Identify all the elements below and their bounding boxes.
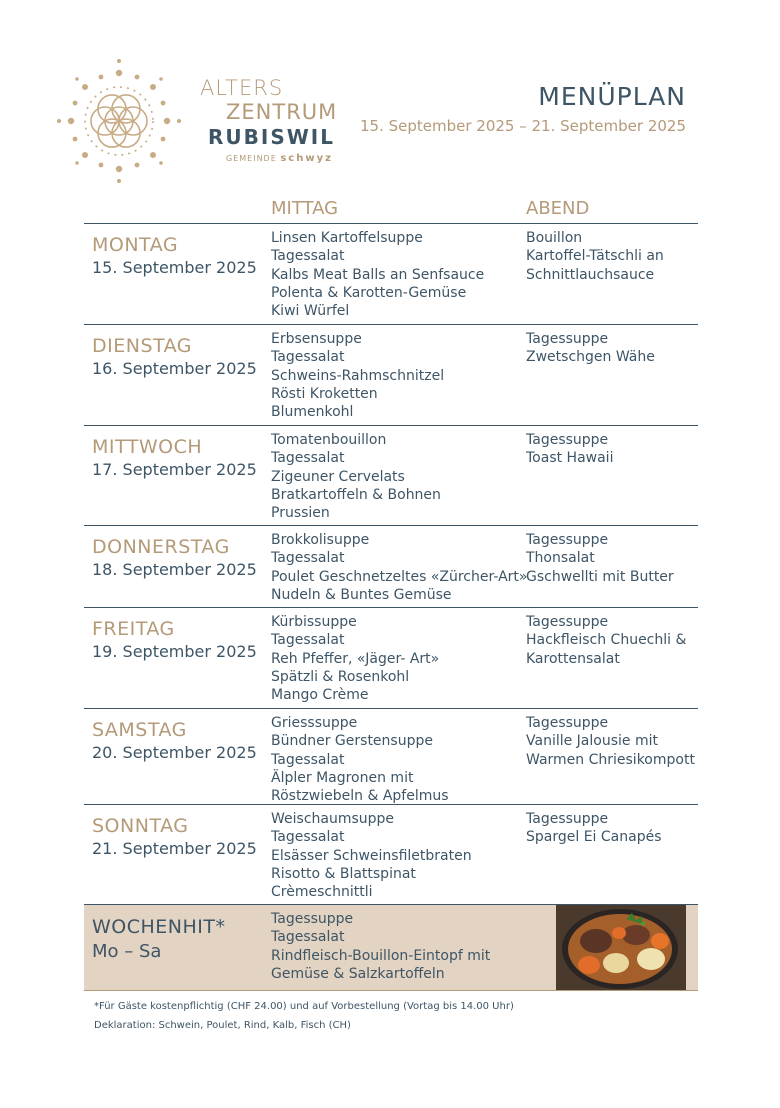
day-row-donnerstag — [84, 526, 698, 608]
day-row-dienstag — [84, 325, 698, 426]
abend-menu — [526, 810, 662, 847]
brand-subline-a: GEMEINDE — [226, 154, 277, 163]
brand-line-2: ZENTRUM — [226, 100, 338, 124]
menu-item: Tagessalat — [271, 829, 345, 846]
menu-item: Spätzli & Rosenkohl — [271, 668, 410, 685]
menu-item: Rösti Kroketten — [271, 385, 378, 402]
column-header-mittag: MITTAG — [271, 198, 339, 219]
menu-item: Zwetschgen Wähe — [526, 349, 655, 366]
mittag-menu — [271, 531, 527, 604]
brand-line-1: ALTERS — [200, 76, 284, 100]
menu-item: Tagessalat — [271, 632, 345, 649]
menu-item: Schnittlauchsauce — [526, 266, 655, 283]
menu-item: Tagessuppe — [526, 532, 609, 548]
menu-item: Blumenkohl — [271, 404, 354, 421]
menu-item: Karottensalat — [526, 650, 620, 667]
footer-declaration: Deklaration: Schwein, Poulet, Rind, Kalb, Fisch (CH) — [94, 1020, 351, 1031]
day-row-freitag — [84, 608, 698, 709]
menu-item: Bratkartoffeln & Bohnen — [271, 486, 441, 503]
day-date: 15. September 2025 — [92, 258, 257, 277]
day-name: FREITAG — [92, 618, 175, 640]
mittag-menu — [271, 810, 472, 901]
day-date: 17. September 2025 — [92, 460, 257, 479]
menu-item: Brokkolisuppe — [271, 532, 370, 548]
menu-item: Tagessuppe — [526, 331, 609, 347]
menu-item: Tagessalat — [271, 349, 345, 366]
menu-item: Hackfleisch Chuechli & — [526, 632, 687, 649]
brand-line-3: RUBISWIL — [208, 125, 335, 149]
day-date: 21. September 2025 — [92, 839, 257, 858]
menu-item: Bouillon — [526, 230, 583, 246]
menu-item: Weischaumsuppe — [271, 811, 395, 827]
menu-item: Tagessuppe — [271, 911, 354, 927]
day-date: 19. September 2025 — [92, 642, 257, 661]
day-name: DIENSTAG — [92, 335, 193, 357]
day-name: MITTWOCH — [92, 436, 203, 458]
menu-item: Poulet Geschnetzeltes «Zürcher-Art» — [271, 568, 528, 585]
abend-menu — [526, 531, 674, 586]
day-name: SAMSTAG — [92, 719, 187, 741]
menu-item: Kalbs Meat Balls an Senfsauce — [271, 266, 485, 283]
day-name: MONTAG — [92, 234, 179, 256]
mittag-menu — [271, 330, 444, 421]
day-date: 18. September 2025 — [92, 560, 257, 579]
menu-item: Nudeln & Buntes Gemüse — [271, 586, 452, 603]
menu-item: Crèmeschnittli — [271, 884, 373, 901]
mittag-menu — [271, 431, 441, 522]
menu-item: Griesssuppe — [271, 715, 358, 731]
brand-subline-b: schwyz — [280, 153, 333, 164]
day-date: 16. September 2025 — [92, 359, 257, 378]
abend-menu — [526, 714, 695, 769]
menu-item: Röstzwiebeln & Apfelmus — [271, 788, 449, 805]
menu-header — [360, 82, 686, 135]
mittag-menu — [271, 613, 439, 704]
abend-menu — [526, 613, 686, 668]
menu-item: Tagessalat — [271, 751, 345, 768]
abend-menu — [526, 229, 664, 284]
menu-item: Tagessalat — [271, 450, 345, 467]
menu-item: Warmen Chriesikompott — [526, 751, 695, 768]
menu-item: Tagessalat — [271, 248, 345, 265]
menu-item: Linsen Kartoffelsuppe — [271, 230, 423, 246]
menu-item: Spargel Ei Canapés — [526, 829, 662, 846]
menu-item: Kartoffel-Tätschli an — [526, 248, 664, 265]
menu-item: Tagessuppe — [526, 432, 609, 448]
menu-item: Reh Pfeffer, «Jäger- Art» — [271, 650, 440, 667]
wochenhit-row — [84, 905, 698, 991]
menu-item: Vanille Jalousie mit — [526, 733, 658, 750]
menu-item: Tomatenbouillon — [271, 432, 387, 448]
menu-item: Thonsalat — [526, 550, 595, 567]
stew-photo — [556, 905, 686, 990]
date-range: 15. September 2025 – 21. September 2025 — [360, 117, 686, 135]
day-row-sonntag — [84, 805, 698, 905]
wochenhit-menu — [271, 910, 490, 983]
menu-item: Erbsensuppe — [271, 331, 362, 347]
page-title: MENÜPLAN — [538, 82, 686, 111]
menu-item: Tagessalat — [271, 550, 345, 567]
menu-item: Schweins-Rahmschnitzel — [271, 367, 445, 384]
day-row-mittwoch — [84, 426, 698, 526]
menu-item: Gemüse & Salzkartoffeln — [271, 965, 445, 982]
brand-subline — [226, 153, 337, 164]
day-date: 20. September 2025 — [92, 743, 257, 762]
menu-item: Tagessuppe — [526, 811, 609, 827]
day-row-samstag — [84, 709, 698, 805]
menu-item: Kürbissuppe — [271, 614, 357, 630]
brand-name — [200, 76, 337, 164]
menu-item: Prussien — [271, 505, 330, 522]
menu-item: Mango Crème — [271, 687, 369, 704]
menu-item: Älpler Magronen mit — [271, 769, 414, 786]
menu-item: Gschwellti mit Butter — [526, 568, 674, 585]
day-name: DONNERSTAG — [92, 536, 230, 558]
abend-menu — [526, 330, 655, 367]
menu-item: Elsässer Schweinsfiletbraten — [271, 847, 472, 864]
mittag-menu — [271, 229, 484, 320]
mittag-menu — [271, 714, 449, 805]
menu-item: Zigeuner Cervelats — [271, 468, 405, 485]
menu-item: Toast Hawaii — [526, 450, 614, 467]
abend-menu — [526, 431, 613, 468]
wochenhit-days: Mo – Sa — [92, 941, 162, 962]
day-row-montag — [84, 224, 698, 325]
menu-item: Risotto & Blattspinat — [271, 865, 416, 882]
menu-item: Kiwi Würfel — [271, 303, 350, 320]
column-header-abend: ABEND — [526, 198, 590, 219]
menu-item: Rindfleisch-Bouillon-Eintopf mit — [271, 947, 491, 964]
logo-icon — [54, 56, 184, 186]
menu-item: Tagessalat — [271, 929, 345, 946]
menu-item: Tagessuppe — [526, 715, 609, 731]
day-name: SONNTAG — [92, 815, 189, 837]
footer-note: *Für Gäste kostenpflichtig (CHF 24.00) und auf Vorbestellung (Vortag bis 14.00 Uhr) — [94, 1001, 514, 1012]
wochenhit-title: WOCHENHIT* — [92, 916, 226, 938]
menu-item: Tagessuppe — [526, 614, 609, 630]
menu-item: Bündner Gerstensuppe — [271, 733, 433, 750]
menu-item: Polenta & Karotten-Gemüse — [271, 284, 467, 301]
